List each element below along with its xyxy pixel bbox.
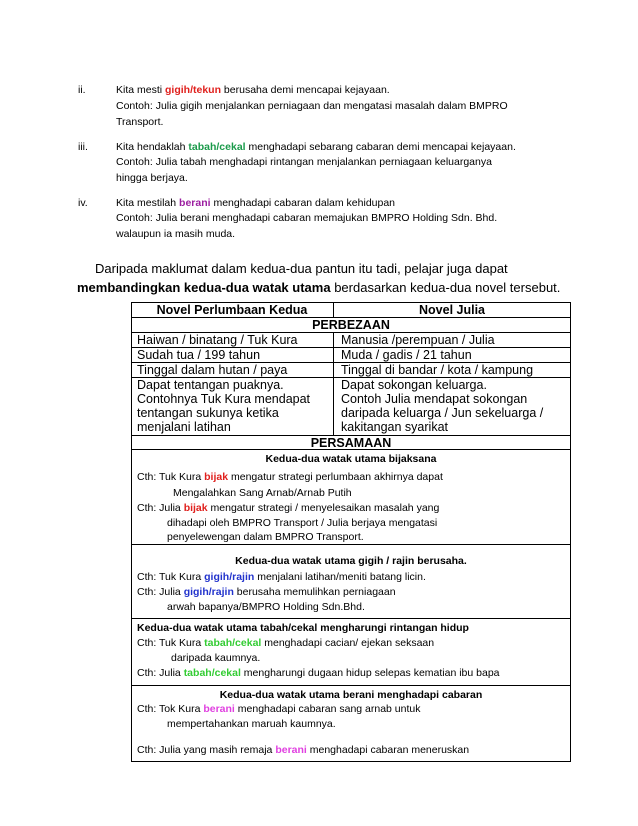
keyword: tabah/cekal <box>188 141 246 153</box>
keyword: gigih/tekun <box>165 84 222 96</box>
table-cell: Dapat tentangan puaknya. <box>137 378 284 392</box>
list-number: iii. <box>78 141 88 153</box>
section-header: PERBEZAAN <box>312 318 390 332</box>
text: berusaha demi mencapai kejayaan. <box>221 84 390 96</box>
row-line <box>131 618 571 619</box>
text: berusaha memulihkan perniagaan <box>233 586 396 598</box>
list-example: Contoh: Julia berani menghadapi cabaran memajukan BMPRO Holding Sdn. Bhd. <box>116 212 498 224</box>
similarity-line <box>137 501 439 515</box>
text: Kita mestilah <box>116 197 180 209</box>
column-header: Novel Julia <box>419 303 485 317</box>
similarity-line <box>137 743 469 757</box>
text: berdasarkan kedua-dua novel tersebut. <box>330 280 561 295</box>
keyword: tabah/cekal <box>204 637 262 649</box>
text: menghadapi sebarang cabaran demi mencapai kejayaan. <box>245 141 516 153</box>
table-cell: Contohnya Tuk Kura mendapat <box>137 392 311 406</box>
keyword: berani <box>203 703 235 715</box>
text: menghadapi cabaran meneruskan <box>306 744 470 756</box>
text: menghadapi cabaran dalam kehidupan <box>210 197 396 209</box>
comparison-table <box>131 302 571 762</box>
table-cell: Haiwan / binatang / Tuk Kura <box>137 333 298 347</box>
keyword: tabah/cekal <box>183 667 241 679</box>
paragraph-line: Daripada maklumat dalam kedua-dua pantun itu tadi, pelajar juga dapat <box>95 261 508 276</box>
similarity-line <box>137 470 443 484</box>
text: Cth: Julia <box>137 667 184 679</box>
similarity-line <box>137 666 500 680</box>
list-example: Contoh: Julia tabah menghadapi rintangan menjalankan perniagaan keluarganya <box>116 156 492 168</box>
similarity-line: penyelewengan dalam BMPRO Transport. <box>167 531 364 543</box>
table-cell: Tinggal di bandar / kota / kampung <box>341 363 534 377</box>
similarity-line <box>137 636 434 650</box>
similarity-title: Kedua-dua watak utama gigih / rajin berusaha. <box>235 555 467 567</box>
text: Cth: Tuk Kura <box>137 637 205 649</box>
list-example: walaupun ia masih muda. <box>116 228 236 240</box>
column-line <box>333 332 334 435</box>
similarity-line <box>137 570 426 584</box>
table-cell: tentangan sukunya ketika <box>137 406 279 420</box>
section-header: PERSAMAAN <box>310 436 392 450</box>
row-line <box>131 544 571 545</box>
text: menghadapi cacian/ ejekan seksaan <box>261 637 435 649</box>
table-cell: Muda / gadis / 21 tahun <box>341 348 472 362</box>
keyword: gigih/rajin <box>183 586 234 598</box>
keyword: bijak <box>204 471 229 483</box>
paragraph-line <box>77 280 560 295</box>
table-cell: Sudah tua / 199 tahun <box>137 348 261 362</box>
list-example: hingga berjaya. <box>116 172 188 184</box>
list-example: Transport. <box>116 116 164 128</box>
text: Kita hendaklah <box>116 141 189 153</box>
text: Cth: Julia yang masih remaja <box>137 744 276 756</box>
list-example: Contoh: Julia gigih menjalankan perniagaan dan mengatasi masalah dalam BMPRO <box>116 100 508 112</box>
table-cell: Dapat sokongan keluarga. <box>341 378 487 392</box>
keyword: berani <box>275 744 307 756</box>
table-cell: menjalani latihan <box>137 420 231 434</box>
similarity-line <box>137 585 396 599</box>
similarity-line <box>137 702 421 716</box>
text: menghadapi cabaran sang arnab untuk <box>234 703 421 715</box>
keyword: bijak <box>183 502 208 514</box>
similarity-line: arwah bapanya/BMPRO Holding Sdn.Bhd. <box>167 601 365 613</box>
text: Cth: Tuk Kura <box>137 571 205 583</box>
text: Cth: Julia <box>137 586 184 598</box>
text: Cth: Julia <box>137 502 184 514</box>
list-number: ii. <box>78 84 86 96</box>
table-border <box>131 761 571 762</box>
text: mengatur strategi / menyelesaikan masalah yang <box>207 502 440 514</box>
table-cell: Manusia /perempuan / Julia <box>341 333 495 347</box>
text: Cth: Tuk Kura <box>137 471 205 483</box>
text: Cth: Tok Kura <box>137 703 204 715</box>
list-line <box>116 141 516 153</box>
similarity-line: Mengalahkan Sang Arnab/Arnab Putih <box>173 487 352 499</box>
text: mengharungi dugaan hidup selepas kematian ibu bapa <box>240 667 500 679</box>
text: menjalani latihan/meniti batang licin. <box>254 571 426 583</box>
text: mengatur strategi perlumbaan akhirnya dapat <box>228 471 443 483</box>
table-cell: Tinggal dalam hutan / paya <box>137 363 288 377</box>
table-cell: kakitangan syarikat <box>341 420 449 434</box>
keyword: berani <box>179 197 211 209</box>
table-cell: Contoh Julia mendapat sokongan <box>341 392 528 406</box>
bold-text: membandingkan kedua-dua watak utama <box>77 280 331 295</box>
list-number: iv. <box>78 197 88 209</box>
column-header: Novel Perlumbaan Kedua <box>156 303 308 317</box>
similarity-title: Kedua-dua watak utama bijaksana <box>265 453 437 465</box>
similarity-title: Kedua-dua watak utama berani menghadapi cabaran <box>219 689 483 701</box>
similarity-line: dihadapi oleh BMPRO Transport / Julia berjaya mengatasi <box>167 517 438 529</box>
list-line <box>116 84 390 96</box>
keyword: gigih/rajin <box>204 571 255 583</box>
list-line <box>116 197 395 209</box>
similarity-title: Kedua-dua watak utama tabah/cekal mengharungi rintangan hidup <box>137 622 469 634</box>
table-cell: daripada keluarga / Jun sekeluarga / <box>341 406 544 420</box>
text: Kita mesti <box>116 84 166 96</box>
row-line <box>131 685 571 686</box>
similarity-line: daripada kaumnya. <box>171 652 261 664</box>
similarity-line: mempertahankan maruah kaumnya. <box>167 718 336 730</box>
